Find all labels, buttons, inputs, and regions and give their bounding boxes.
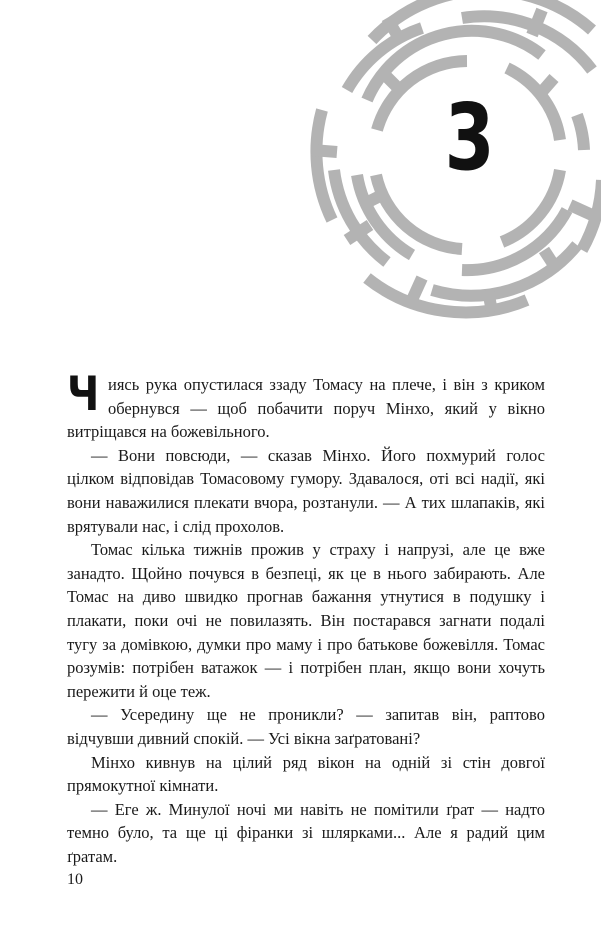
paragraph: — Вони повсюди, — сказав Мінхо. Його похмурий голос цілком відповідав Томасовому гумору. Здавалося, оті всі надії, які вони наважилися плекати вчора, розтанули. — А тих шлапаків, які врятували нас, і слід прохолов. [67, 445, 545, 536]
paragraph: — Усередину ще не проникли? — запитав він, раптово відчувши дивний спокій. — Усі вікна заґратовані? [67, 705, 545, 748]
page-number: 10 [67, 871, 83, 888]
paragraph: — Еге ж. Минулої ночі ми навіть не помітили ґрат — надто темно було, та ще ці фіранки зі шлярками... Але я радий цим ґратам. [67, 799, 545, 866]
paragraph: Мінхо кивнув на цілий ряд вікон на одній зі стін довгої прямокутної кімнати. [67, 752, 545, 796]
drop-cap: Ч [67, 367, 100, 422]
chapter-number: 3 [444, 84, 495, 191]
paragraph [67, 367, 545, 444]
paragraph: Томас кілька тижнів прожив у страху і напрузі, але це вже занадто. Щойно почувся в безпеці, як це в нього забирають. Але Томас на диво швидко прогнав бажання утнутися в подушку і плакати, поки очі не повилазять. Він постарався загнати подалі тугу за домівкою, думки про маму і про батькове божевілля. Томас розумів: потрібен ватажок — і потрібен план, якщо вони хочуть пережити й оце теж. [67, 540, 545, 701]
chapter-body [67, 367, 545, 868]
paragraph-text: иясь рука опустилася ззаду Томасу на плече, і він з криком обернувся — щоб побачити поруч Мінхо, який у вікно витріщався на божевільного. [67, 375, 545, 442]
